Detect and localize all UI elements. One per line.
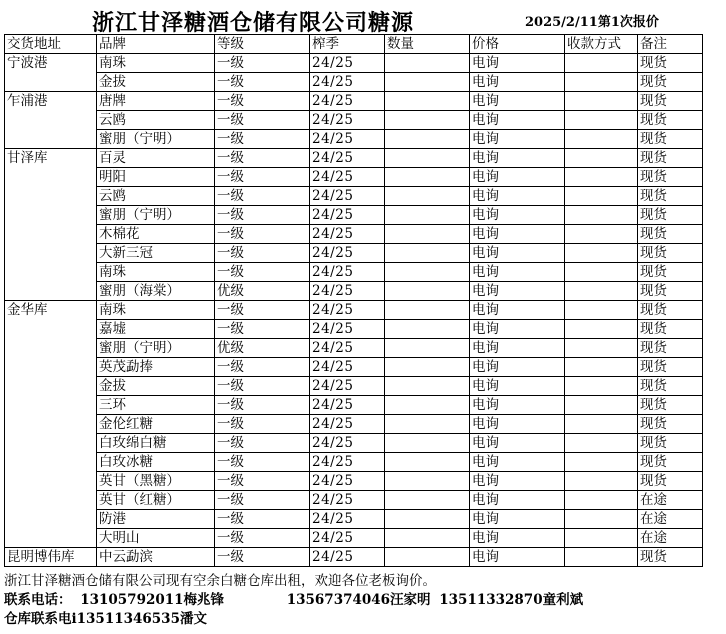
header-price[interactable]: 价格 [470, 35, 565, 54]
cell-quantity[interactable] [385, 130, 470, 149]
table-row [5, 453, 703, 472]
cell-grade[interactable]: 一级 [215, 491, 310, 510]
cell-season[interactable]: 24/25 [310, 54, 385, 73]
cell-quantity[interactable] [385, 472, 470, 491]
cell-location[interactable] [5, 529, 97, 548]
cell-location[interactable] [5, 206, 97, 225]
cell-brand[interactable]: 南珠 [97, 301, 215, 320]
cell-note[interactable]: 现货 [638, 225, 703, 244]
table-row [5, 263, 703, 282]
cell-grade[interactable]: 一级 [215, 111, 310, 130]
cell-payment[interactable] [565, 453, 638, 472]
cell-brand[interactable]: 英甘（黑糖） [97, 472, 215, 491]
cell-location[interactable] [5, 244, 97, 263]
table-row [5, 168, 703, 187]
cell-location[interactable] [5, 339, 97, 358]
cell-payment[interactable] [565, 320, 638, 339]
cell-quantity[interactable] [385, 92, 470, 111]
cell-price[interactable]: 电询 [470, 54, 565, 73]
table-row [5, 396, 703, 415]
cell-price[interactable]: 电询 [470, 282, 565, 301]
cell-grade[interactable]: 一级 [215, 358, 310, 377]
cell-brand[interactable]: 蜜朋（宁明） [97, 130, 215, 149]
cell-grade[interactable]: 一级 [215, 548, 310, 567]
cell-price[interactable]: 电询 [470, 529, 565, 548]
cell-season[interactable]: 24/25 [310, 187, 385, 206]
table-row [5, 434, 703, 453]
header-row [5, 35, 703, 54]
cell-season[interactable]: 24/25 [310, 396, 385, 415]
cell-grade[interactable]: 一级 [215, 206, 310, 225]
cell-payment[interactable] [565, 168, 638, 187]
cell-grade[interactable]: 一级 [215, 510, 310, 529]
cell-brand[interactable]: 木棉花 [97, 225, 215, 244]
warehouse-phone: 13511346535潘文 [76, 611, 207, 627]
cell-quantity[interactable] [385, 510, 470, 529]
contact-phone-3: 13511332870童利斌 [439, 592, 584, 608]
cell-quantity[interactable] [385, 149, 470, 168]
cell-note[interactable]: 现货 [638, 263, 703, 282]
cell-price[interactable]: 电询 [470, 453, 565, 472]
table-row [5, 187, 703, 206]
cell-season[interactable]: 24/25 [310, 434, 385, 453]
cell-payment[interactable] [565, 282, 638, 301]
cell-season[interactable]: 24/25 [310, 548, 385, 567]
cell-season[interactable]: 24/25 [310, 510, 385, 529]
table-row [5, 111, 703, 130]
cell-payment[interactable] [565, 548, 638, 567]
cell-season[interactable]: 24/25 [310, 111, 385, 130]
cell-brand[interactable]: 大明山 [97, 529, 215, 548]
cell-location[interactable] [5, 282, 97, 301]
cell-quantity[interactable] [385, 244, 470, 263]
cell-grade[interactable]: 优级 [215, 282, 310, 301]
cell-note[interactable]: 现货 [638, 168, 703, 187]
header-quantity[interactable]: 数量 [385, 35, 470, 54]
cell-quantity[interactable] [385, 263, 470, 282]
cell-grade[interactable]: 一级 [215, 54, 310, 73]
cell-note[interactable]: 现货 [638, 396, 703, 415]
price-table [4, 34, 703, 567]
cell-brand[interactable]: 白玫冰糖 [97, 453, 215, 472]
header-note[interactable]: 备注 [638, 35, 703, 54]
cell-location[interactable] [5, 434, 97, 453]
cell-payment[interactable] [565, 301, 638, 320]
footer-rental-notice: 浙江甘泽糖酒仓储有限公司现有空余白糖仓库出租，欢迎各位老板询价。 [4, 573, 436, 589]
cell-grade[interactable]: 一级 [215, 168, 310, 187]
cell-grade[interactable]: 一级 [215, 187, 310, 206]
cell-brand[interactable]: 防港 [97, 510, 215, 529]
cell-payment[interactable] [565, 92, 638, 111]
cell-note[interactable]: 现货 [638, 320, 703, 339]
cell-price[interactable]: 电询 [470, 187, 565, 206]
cell-season[interactable]: 24/25 [310, 282, 385, 301]
cell-season[interactable]: 24/25 [310, 339, 385, 358]
cell-brand[interactable]: 云鸥 [97, 187, 215, 206]
cell-grade[interactable]: 一级 [215, 434, 310, 453]
header-season[interactable]: 榨季 [310, 35, 385, 54]
cell-brand[interactable]: 唐牌 [97, 92, 215, 111]
cell-quantity[interactable] [385, 301, 470, 320]
cell-price[interactable]: 电询 [470, 149, 565, 168]
cell-payment[interactable] [565, 263, 638, 282]
cell-quantity[interactable] [385, 415, 470, 434]
cell-price[interactable]: 电询 [470, 111, 565, 130]
cell-grade[interactable]: 一级 [215, 377, 310, 396]
cell-season[interactable]: 24/25 [310, 206, 385, 225]
cell-payment[interactable] [565, 358, 638, 377]
cell-note[interactable]: 现货 [638, 548, 703, 567]
table-row [5, 149, 703, 168]
cell-note[interactable]: 现货 [638, 206, 703, 225]
cell-payment[interactable] [565, 434, 638, 453]
cell-price[interactable]: 电询 [470, 491, 565, 510]
cell-brand[interactable]: 三环 [97, 396, 215, 415]
warehouse-label: 仓库联系电i [4, 611, 77, 627]
cell-price[interactable]: 电询 [470, 510, 565, 529]
cell-note[interactable]: 现货 [638, 282, 703, 301]
cell-brand[interactable]: 百灵 [97, 149, 215, 168]
cell-payment[interactable] [565, 73, 638, 92]
cell-price[interactable]: 电询 [470, 130, 565, 149]
cell-grade[interactable]: 一级 [215, 73, 310, 92]
cell-brand[interactable]: 英茂勐捧 [97, 358, 215, 377]
cell-season[interactable]: 24/25 [310, 130, 385, 149]
cell-price[interactable]: 电询 [470, 415, 565, 434]
cell-quantity[interactable] [385, 396, 470, 415]
table-row [5, 92, 703, 111]
cell-price[interactable]: 电询 [470, 301, 565, 320]
cell-location[interactable] [5, 263, 97, 282]
table-row [5, 130, 703, 149]
contact-phone-2: 13567374046汪家明 [286, 592, 431, 608]
table-row [5, 548, 703, 567]
cell-quantity[interactable] [385, 111, 470, 130]
cell-season[interactable]: 24/25 [310, 529, 385, 548]
cell-season[interactable]: 24/25 [310, 92, 385, 111]
cell-season[interactable]: 24/25 [310, 472, 385, 491]
table-row [5, 472, 703, 491]
cell-location[interactable]: 宁波港 [5, 54, 97, 73]
cell-season[interactable]: 24/25 [310, 358, 385, 377]
cell-location[interactable] [5, 187, 97, 206]
cell-location[interactable] [5, 510, 97, 529]
cell-brand[interactable]: 蜜朋（海棠） [97, 282, 215, 301]
cell-note[interactable]: 现货 [638, 73, 703, 92]
cell-note[interactable]: 现货 [638, 434, 703, 453]
cell-note[interactable]: 在途 [638, 510, 703, 529]
cell-grade[interactable]: 一级 [215, 225, 310, 244]
cell-season[interactable]: 24/25 [310, 73, 385, 92]
table-row [5, 358, 703, 377]
cell-quantity[interactable] [385, 225, 470, 244]
cell-quantity[interactable] [385, 453, 470, 472]
header-location[interactable]: 交货地址 [5, 35, 97, 54]
cell-price[interactable]: 电询 [470, 339, 565, 358]
cell-quantity[interactable] [385, 320, 470, 339]
cell-payment[interactable] [565, 529, 638, 548]
quote-date: 2025/2/11第1次报价 [525, 15, 659, 30]
cell-price[interactable]: 电询 [470, 434, 565, 453]
footer-contacts [4, 588, 583, 608]
cell-location[interactable] [5, 73, 97, 92]
cell-quantity[interactable] [385, 54, 470, 73]
cell-quantity[interactable] [385, 434, 470, 453]
cell-grade[interactable]: 一级 [215, 263, 310, 282]
cell-brand[interactable]: 南珠 [97, 263, 215, 282]
cell-brand[interactable]: 白玫绵白糖 [97, 434, 215, 453]
table-row [5, 529, 703, 548]
cell-quantity[interactable] [385, 358, 470, 377]
cell-note[interactable]: 现货 [638, 472, 703, 491]
cell-grade[interactable]: 一级 [215, 453, 310, 472]
footer-warehouse-contact [4, 607, 207, 627]
table-row [5, 206, 703, 225]
cell-grade[interactable]: 一级 [215, 130, 310, 149]
cell-brand[interactable]: 蜜朋（宁明） [97, 206, 215, 225]
header-payment[interactable]: 收款方式 [565, 35, 638, 54]
cell-note[interactable]: 现货 [638, 187, 703, 206]
contact-phone-1: 13105792011梅兆锋 [80, 592, 225, 608]
cell-payment[interactable] [565, 491, 638, 510]
cell-note[interactable]: 在途 [638, 491, 703, 510]
cell-payment[interactable] [565, 377, 638, 396]
cell-location[interactable]: 昆明博伟库 [5, 548, 97, 567]
cell-season[interactable]: 24/25 [310, 168, 385, 187]
cell-brand[interactable]: 云鸥 [97, 111, 215, 130]
cell-note[interactable]: 现货 [638, 339, 703, 358]
table-row [5, 301, 703, 320]
cell-quantity[interactable] [385, 187, 470, 206]
cell-brand[interactable]: 金拔 [97, 377, 215, 396]
cell-brand[interactable]: 中云勐滨 [97, 548, 215, 567]
cell-location[interactable] [5, 415, 97, 434]
cell-note[interactable]: 现货 [638, 453, 703, 472]
cell-price[interactable]: 电询 [470, 225, 565, 244]
cell-quantity[interactable] [385, 529, 470, 548]
cell-payment[interactable] [565, 187, 638, 206]
cell-grade[interactable]: 一级 [215, 149, 310, 168]
cell-season[interactable]: 24/25 [310, 491, 385, 510]
cell-note[interactable]: 现货 [638, 54, 703, 73]
cell-location[interactable] [5, 111, 97, 130]
table-row [5, 320, 703, 339]
cell-payment[interactable] [565, 339, 638, 358]
cell-price[interactable]: 电询 [470, 263, 565, 282]
cell-location[interactable] [5, 168, 97, 187]
table-row [5, 244, 703, 263]
cell-quantity[interactable] [385, 282, 470, 301]
cell-quantity[interactable] [385, 339, 470, 358]
header-brand[interactable]: 品牌 [97, 35, 215, 54]
cell-price[interactable]: 电询 [470, 377, 565, 396]
cell-note[interactable]: 现货 [638, 377, 703, 396]
cell-payment[interactable] [565, 54, 638, 73]
cell-quantity[interactable] [385, 491, 470, 510]
cell-location[interactable] [5, 472, 97, 491]
cell-note[interactable]: 现货 [638, 415, 703, 434]
cell-price[interactable]: 电询 [470, 472, 565, 491]
cell-payment[interactable] [565, 415, 638, 434]
cell-grade[interactable]: 一级 [215, 396, 310, 415]
cell-grade[interactable]: 一级 [215, 529, 310, 548]
cell-location[interactable] [5, 320, 97, 339]
cell-payment[interactable] [565, 510, 638, 529]
cell-brand[interactable]: 英甘（红糖） [97, 491, 215, 510]
cell-grade[interactable]: 一级 [215, 415, 310, 434]
cell-note[interactable]: 现货 [638, 149, 703, 168]
header-grade[interactable]: 等级 [215, 35, 310, 54]
cell-note[interactable]: 现货 [638, 111, 703, 130]
cell-price[interactable]: 电询 [470, 92, 565, 111]
table-row [5, 73, 703, 92]
cell-location[interactable] [5, 130, 97, 149]
cell-note[interactable]: 在途 [638, 529, 703, 548]
cell-payment[interactable] [565, 149, 638, 168]
cell-grade[interactable]: 一级 [215, 244, 310, 263]
table-row [5, 510, 703, 529]
table-row [5, 377, 703, 396]
table-row [5, 225, 703, 244]
cell-location[interactable] [5, 396, 97, 415]
cell-grade[interactable]: 一级 [215, 301, 310, 320]
cell-payment[interactable] [565, 130, 638, 149]
cell-quantity[interactable] [385, 206, 470, 225]
cell-price[interactable]: 电询 [470, 244, 565, 263]
cell-price[interactable]: 电询 [470, 396, 565, 415]
cell-season[interactable]: 24/25 [310, 244, 385, 263]
cell-season[interactable]: 24/25 [310, 263, 385, 282]
cell-quantity[interactable] [385, 73, 470, 92]
cell-payment[interactable] [565, 225, 638, 244]
cell-location[interactable] [5, 377, 97, 396]
table-row [5, 339, 703, 358]
cell-brand[interactable]: 南珠 [97, 54, 215, 73]
cell-season[interactable]: 24/25 [310, 320, 385, 339]
cell-brand[interactable]: 嘉墟 [97, 320, 215, 339]
cell-price[interactable]: 电询 [470, 320, 565, 339]
cell-note[interactable]: 现货 [638, 92, 703, 111]
cell-location[interactable]: 金华库 [5, 301, 97, 320]
cell-grade[interactable]: 优级 [215, 339, 310, 358]
cell-season[interactable]: 24/25 [310, 301, 385, 320]
cell-payment[interactable] [565, 244, 638, 263]
cell-note[interactable]: 现货 [638, 244, 703, 263]
cell-season[interactable]: 24/25 [310, 377, 385, 396]
cell-season[interactable]: 24/25 [310, 415, 385, 434]
cell-location[interactable] [5, 491, 97, 510]
cell-brand[interactable]: 金拔 [97, 73, 215, 92]
cell-note[interactable]: 现货 [638, 130, 703, 149]
cell-location[interactable] [5, 225, 97, 244]
cell-grade[interactable]: 一级 [215, 472, 310, 491]
cell-payment[interactable] [565, 111, 638, 130]
contact-label: 联系电话： [4, 592, 72, 608]
cell-payment[interactable] [565, 396, 638, 415]
cell-price[interactable]: 电询 [470, 73, 565, 92]
sheet-title: 浙江甘泽糖酒仓储有限公司糖源 [92, 10, 415, 36]
cell-location[interactable] [5, 453, 97, 472]
cell-brand[interactable]: 蜜朋（宁明） [97, 339, 215, 358]
cell-price[interactable]: 电询 [470, 358, 565, 377]
cell-location[interactable] [5, 358, 97, 377]
cell-quantity[interactable] [385, 377, 470, 396]
cell-location[interactable]: 甘泽库 [5, 149, 97, 168]
cell-price[interactable]: 电询 [470, 206, 565, 225]
cell-brand[interactable]: 金伦红糖 [97, 415, 215, 434]
cell-note[interactable]: 现货 [638, 358, 703, 377]
table-row [5, 491, 703, 510]
cell-payment[interactable] [565, 206, 638, 225]
cell-season[interactable]: 24/25 [310, 149, 385, 168]
cell-quantity[interactable] [385, 168, 470, 187]
cell-price[interactable]: 电询 [470, 168, 565, 187]
cell-quantity[interactable] [385, 548, 470, 567]
cell-note[interactable]: 现货 [638, 301, 703, 320]
cell-location[interactable]: 乍浦港 [5, 92, 97, 111]
table-row [5, 282, 703, 301]
cell-price[interactable]: 电询 [470, 548, 565, 567]
cell-payment[interactable] [565, 472, 638, 491]
cell-season[interactable]: 24/25 [310, 225, 385, 244]
cell-brand[interactable]: 大新三冠 [97, 244, 215, 263]
cell-season[interactable]: 24/25 [310, 453, 385, 472]
cell-brand[interactable]: 明阳 [97, 168, 215, 187]
cell-grade[interactable]: 一级 [215, 92, 310, 111]
table-row [5, 415, 703, 434]
table-row [5, 54, 703, 73]
cell-grade[interactable]: 一级 [215, 320, 310, 339]
